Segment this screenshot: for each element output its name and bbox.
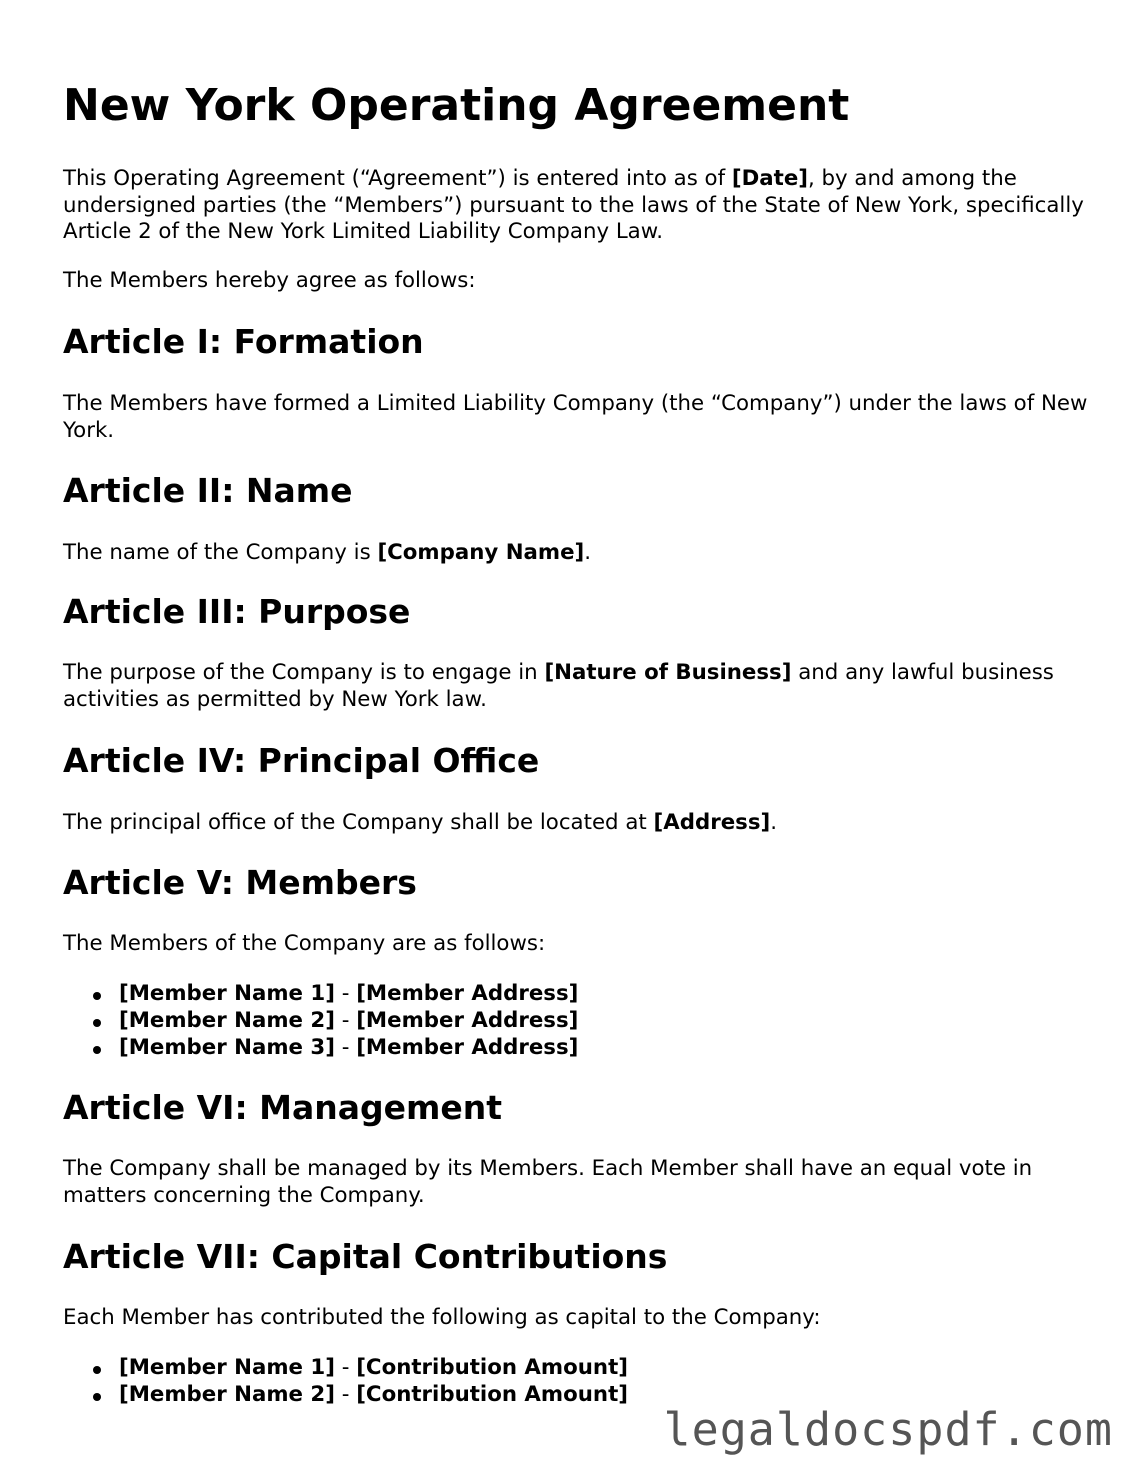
article-1-heading: Article I: Formation: [63, 322, 424, 361]
list-item: [Member Name 1] - [Contribution Amount]: [63, 1355, 628, 1382]
date-field: [Date]: [731, 166, 808, 191]
article-6-heading: Article VI: Management: [63, 1088, 503, 1127]
list-item: [Member Name 2] - [Contribution Amount]: [63, 1382, 628, 1409]
article-3-heading: Article III: Purpose: [63, 592, 411, 631]
article-5-text: The Members of the Company are as follows:: [63, 931, 546, 956]
article-4-heading: Article IV: Principal Office: [63, 741, 540, 780]
article-2-heading: Article II: Name: [63, 471, 353, 510]
list-item: [Member Name 1] - [Member Address]: [63, 981, 578, 1008]
address-field: [Address]: [653, 810, 771, 835]
contributions-list: [63, 1355, 628, 1409]
bullet-icon: [93, 992, 101, 1000]
article-1-text: The Members have formed a Limited Liability Company (the “Company”) under the laws of New York.: [63, 391, 1088, 443]
intro-text-2: , by and among the undersigned parties (the “Members”) pursuant to the laws of the State of New York, specifically Article 2 of the New York Limited Liability Company Law.: [63, 166, 1084, 244]
intro-text-1: This Operating Agreement (“Agreement”) is entered into as of: [63, 166, 732, 191]
article-7-text: Each Member has contributed the following as capital to the Company:: [63, 1305, 821, 1330]
article-7-heading: Article VII: Capital Contributions: [63, 1237, 668, 1276]
bullet-icon: [93, 1393, 101, 1401]
members-list: [63, 981, 578, 1061]
business-nature-field: [Nature of Business]: [544, 660, 792, 685]
watermark: legaldocspdf.com: [663, 1403, 1113, 1456]
article-2-text: The name of the Company is [Company Name].: [63, 540, 592, 565]
article-6-text: The Company shall be managed by its Members. Each Member shall have an equal vote in matters concerning the Company.: [63, 1156, 1033, 1208]
intro-paragraph: [63, 166, 1093, 246]
company-name-field: [Company Name]: [377, 540, 585, 565]
list-item: [Member Name 2] - [Member Address]: [63, 1008, 578, 1035]
bullet-icon: [93, 1366, 101, 1374]
article-4-text: The principal office of the Company shall be located at [Address].: [63, 810, 778, 835]
list-item: [Member Name 3] - [Member Address]: [63, 1035, 578, 1062]
article-3-text: The purpose of the Company is to engage in [Nature of Business] and any lawful business activities as permitted by New York law.: [63, 660, 1054, 712]
document-title: New York Operating Agreement: [63, 80, 850, 131]
article-5-heading: Article V: Members: [63, 863, 417, 902]
bullet-icon: [93, 1046, 101, 1054]
bullet-icon: [93, 1019, 101, 1027]
agree-paragraph: The Members hereby agree as follows:: [63, 268, 476, 293]
